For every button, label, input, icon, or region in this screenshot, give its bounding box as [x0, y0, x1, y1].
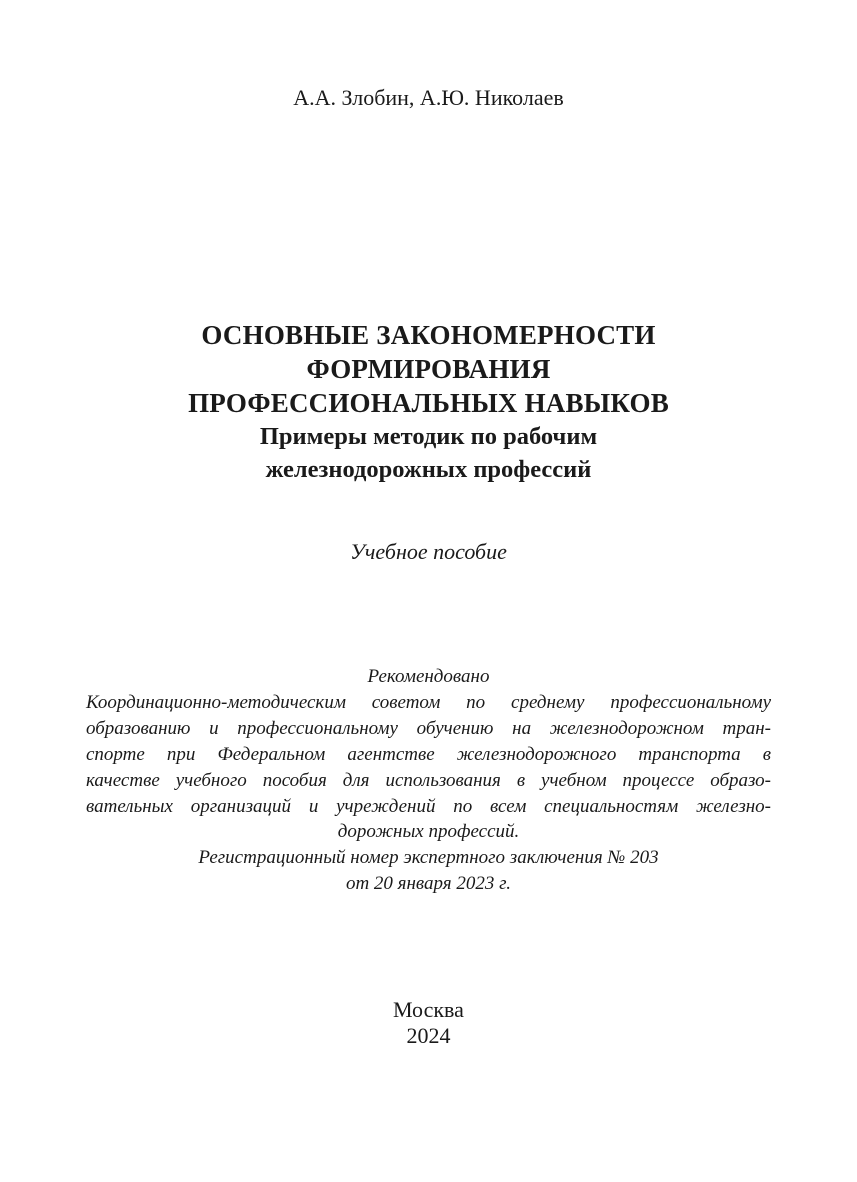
- title-line: ОСНОВНЫЕ ЗАКОНОМЕРНОСТИ: [201, 320, 656, 350]
- recommendation-line: качестве учебного пособия для использования в учебном процессе образо-: [86, 769, 771, 791]
- registration-number: Регистрационный номер экспертного заключения № 203: [198, 847, 659, 869]
- authors: А.А. Злобин, А.Ю. Николаев: [293, 85, 564, 110]
- recommendation-line: Координационно-методическим советом по среднему профессиональному: [86, 691, 771, 713]
- recommendation-line: дорожных профессий.: [337, 821, 520, 843]
- document-type: Учебное пособие: [350, 539, 507, 564]
- recommendation-line: вательных организаций и учреждений по всем специальностям железно-: [86, 795, 771, 817]
- place-of-publication: Москва: [393, 997, 464, 1022]
- recommendation-line: образованию и профессиональному обучению на железнодорожном тран-: [86, 717, 771, 739]
- recommendation-heading: Рекомендовано: [367, 666, 490, 687]
- recommendation-line: спорте при Федеральном агентстве железнодорожного транспорта в: [86, 743, 771, 765]
- imprint: [0, 997, 857, 1049]
- title-line: ПРОФЕССИОНАЛЬНЫХ НАВЫКОВ: [188, 388, 669, 418]
- subtitle-line: железнодорожных профессий: [265, 456, 592, 483]
- recommendation-block: [86, 664, 771, 897]
- publication-year: 2024: [406, 1023, 451, 1048]
- subtitle-line: Примеры методик по рабочим: [259, 423, 598, 450]
- title-line: ФОРМИРОВАНИЯ: [306, 354, 551, 384]
- book-title: [0, 318, 857, 486]
- registration-date: от 20 января 2023 г.: [345, 873, 512, 895]
